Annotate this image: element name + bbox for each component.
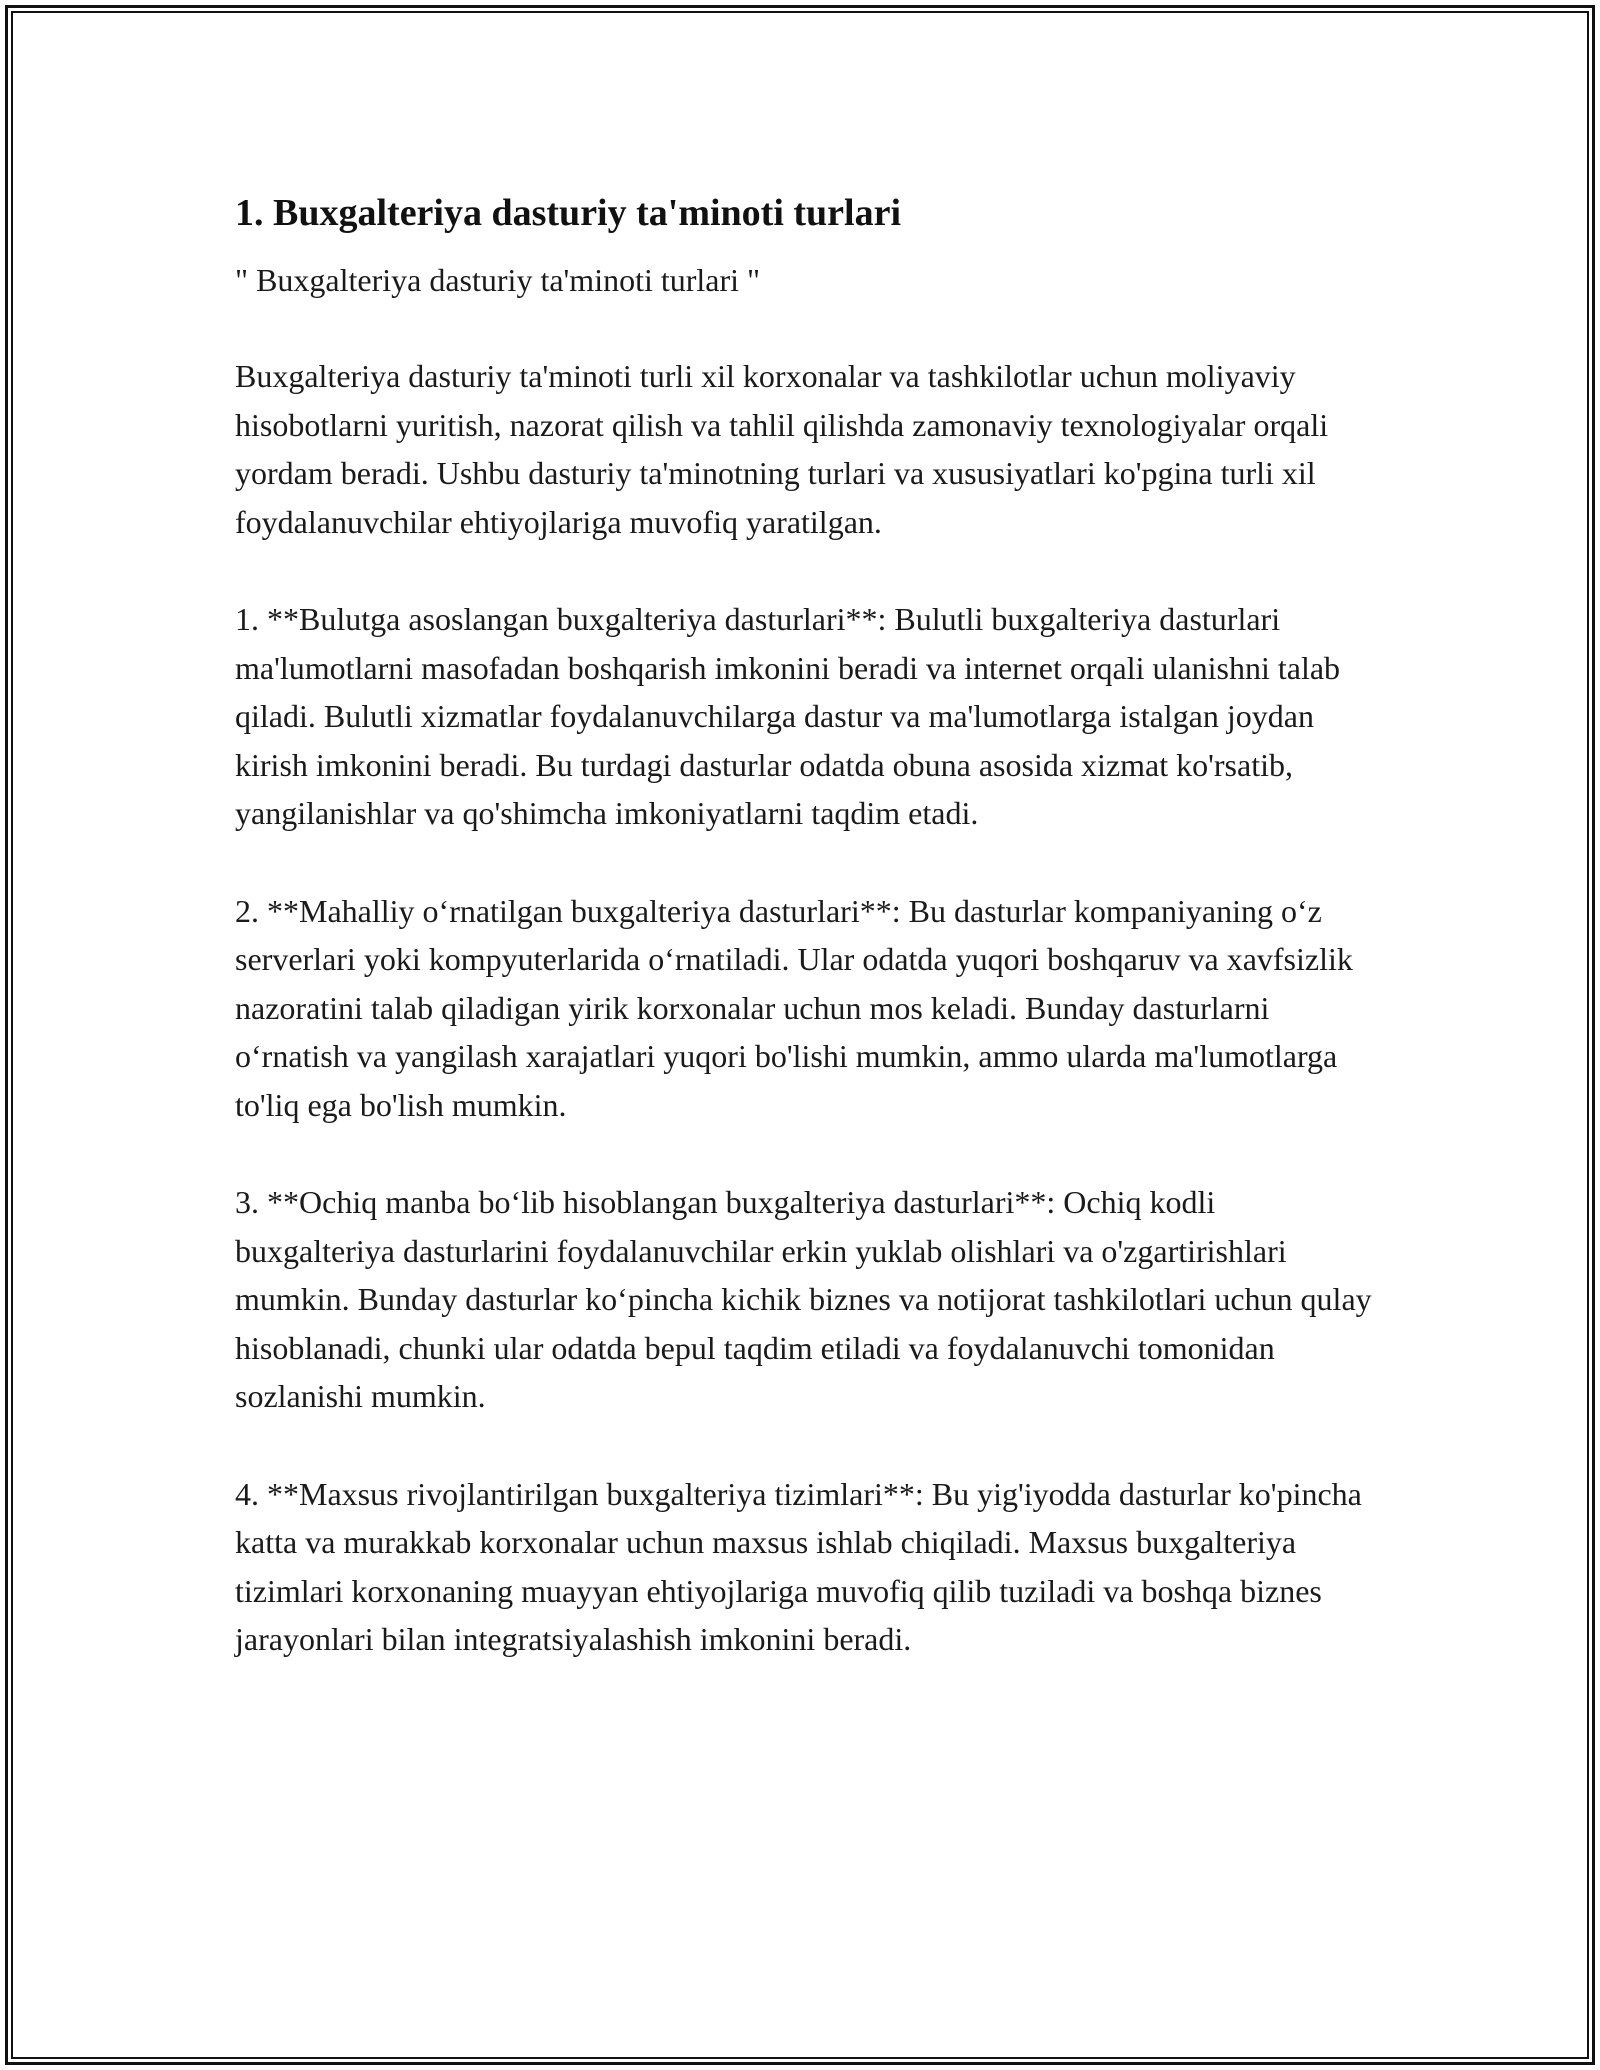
document-subtitle: " Buxgalteriya dasturiy ta'minoti turlari " [235,262,761,298]
document-heading: 1. Buxgalteriya dasturiy ta'minoti turlari [235,192,902,234]
intro-paragraph: Buxgalteriya dasturiy ta'minoti turli xil korxonalar va tashkilotlar uchun moliyaviy hisobotlarni yuritish, nazorat qilish va tahlil qilishda zamonaviy texnologiyalar orqali yordam beradi. Ushbu dasturiy ta'minotning turlari va xususiyatlari ko'pgina turli xil foydalanuvchilar ehtiyojlariga muvofiq yaratilgan. [235,358,1329,540]
list-item-cloud: 1. **Bulutga asoslangan buxgalteriya dasturlari**: Bulutli buxgalteriya dasturlari ma'lumotlarni masofadan boshqarish imkonini beradi va internet orqali ulanishni talab qiladi. Bulutli xizmatlar foydalanuvchilarga dastur va ma'lumotlarga istalgan joydan kirish imkonini beradi. Bu turdagi dasturlar odatda obuna asosida xizmat ko'rsatib, yangilanishlar va qo'shimcha imkoniyatlarni taqdim etadi. [235,600,1341,832]
list-item-open-source: 3. **Ochiq manba bo‘lib hisoblangan buxgalteriya dasturlari**: Ochiq kodli buxgalteriya dasturlarini foydalanuvchilar erkin yuklab olishlari va o'zgartirishlari mumkin. Bunday dasturlar ko‘pincha kichik biznes va notijorat tashkilotlari uchun qulay hisoblanadi, chunki ular odatda bepul taqdim etiladi va foydalanuvchi tomonidan sozlanishi mumkin. [235,1184,1372,1415]
document-body [235,186,1375,1664]
list-item-local: 2. **Mahalliy o‘rnatilgan buxgalteriya dasturlari**: Bu dasturlar kompaniyaning o‘z serverlari yoki kompyuterlarida o‘rnatiladi. Ular odatda yuqori boshqaruv va xavfsizlik nazoratini talab qiladigan yirik korxonalar uchun mos keladi. Bunday dasturlarni o‘rnatish va yangilash xarajatlari yuqori bo'lishi mumkin, ammo ularda ma'lumotlarga to'liq ega bo'lish mumkin. [235,892,1353,1123]
list-item-custom: 4. **Maxsus rivojlantirilgan buxgalteriya tizimlari**: Bu yig'iyodda dasturlar ko'pincha katta va murakkab korxonalar uchun maxsus ishlab chiqiladi. Maxsus buxgalteriya tizimlari korxonaning muayyan ehtiyojlariga muvofiq qilib tuziladi va boshqa biznes jarayonlari bilan integratsiyalashish imkonini beradi. [235,1475,1362,1658]
